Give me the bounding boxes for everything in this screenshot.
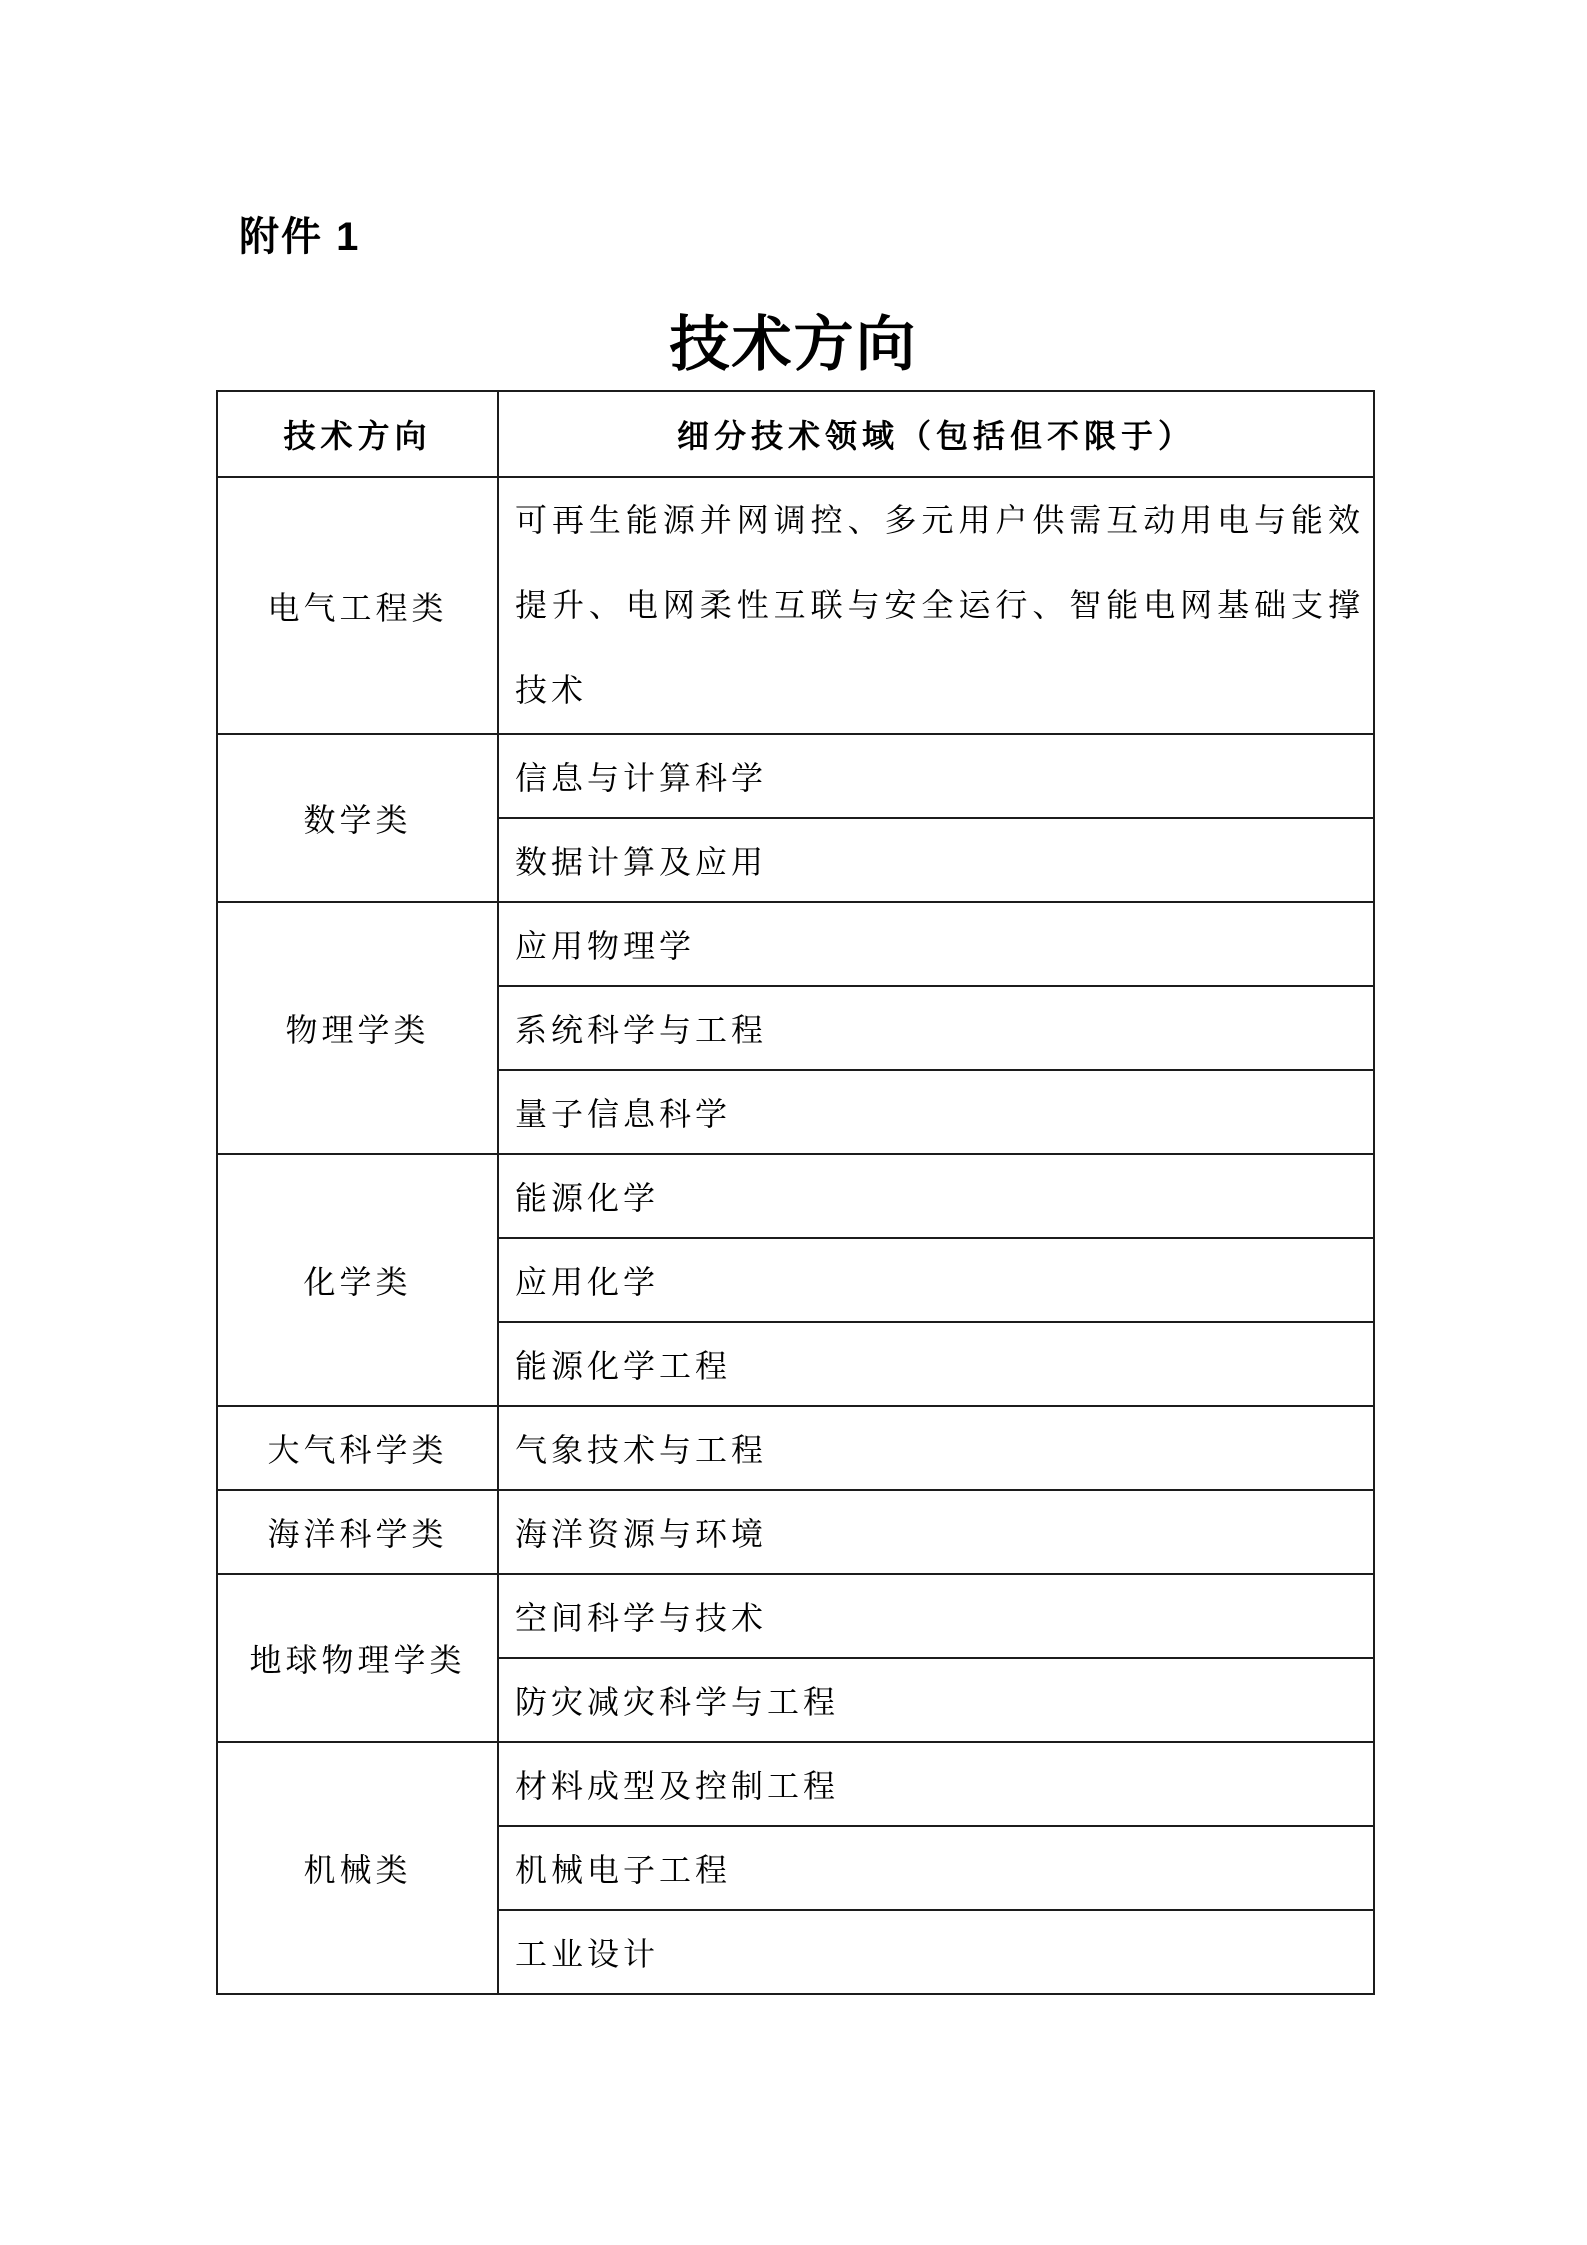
item-cell: 海洋资源与环境 bbox=[498, 1490, 1374, 1574]
page-title: 技术方向 bbox=[669, 311, 918, 378]
table-header-row bbox=[217, 391, 1374, 477]
table-row bbox=[217, 1490, 1374, 1574]
item-cell: 空间科学与技术 bbox=[498, 1574, 1374, 1658]
attachment-label: 附件 1 bbox=[239, 215, 361, 259]
item-cell: 量子信息科学 bbox=[498, 1070, 1374, 1154]
item-cell: 气象技术与工程 bbox=[498, 1406, 1374, 1490]
category-cell-mechanical: 机械类 bbox=[217, 1742, 498, 1994]
item-cell: 应用物理学 bbox=[498, 902, 1374, 986]
item-cell: 应用化学 bbox=[498, 1238, 1374, 1322]
category-cell-marine: 海洋科学类 bbox=[217, 1490, 498, 1574]
header-subfields: 细分技术领域（包括但不限于） bbox=[498, 391, 1374, 477]
category-cell-electrical: 电气工程类 bbox=[217, 477, 498, 734]
item-cell: 机械电子工程 bbox=[498, 1826, 1374, 1910]
table-row bbox=[217, 1574, 1374, 1658]
tech-directions-table bbox=[216, 390, 1375, 1995]
item-cell: 工业设计 bbox=[498, 1910, 1374, 1994]
item-cell: 数据计算及应用 bbox=[498, 818, 1374, 902]
category-cell-math: 数学类 bbox=[217, 734, 498, 902]
category-cell-chemistry: 化学类 bbox=[217, 1154, 498, 1406]
table-row bbox=[217, 1742, 1374, 1826]
category-cell-geophysics: 地球物理学类 bbox=[217, 1574, 498, 1742]
category-cell-physics: 物理学类 bbox=[217, 902, 498, 1154]
item-cell: 系统科学与工程 bbox=[498, 986, 1374, 1070]
table-row bbox=[217, 1154, 1374, 1238]
header-tech-direction: 技术方向 bbox=[217, 391, 498, 477]
table-row bbox=[217, 1406, 1374, 1490]
item-cell: 信息与计算科学 bbox=[498, 734, 1374, 818]
item-cell: 材料成型及控制工程 bbox=[498, 1742, 1374, 1826]
item-cell: 能源化学工程 bbox=[498, 1322, 1374, 1406]
category-cell-atmospheric: 大气科学类 bbox=[217, 1406, 498, 1490]
item-cell: 可再生能源并网调控、多元用户供需互动用电与能效提升、电网柔性互联与安全运行、智能电网基础支撑技术 bbox=[498, 477, 1374, 734]
item-cell: 防灾减灾科学与工程 bbox=[498, 1658, 1374, 1742]
table-row bbox=[217, 477, 1374, 734]
table-row bbox=[217, 734, 1374, 818]
item-cell: 能源化学 bbox=[498, 1154, 1374, 1238]
table-row bbox=[217, 902, 1374, 986]
